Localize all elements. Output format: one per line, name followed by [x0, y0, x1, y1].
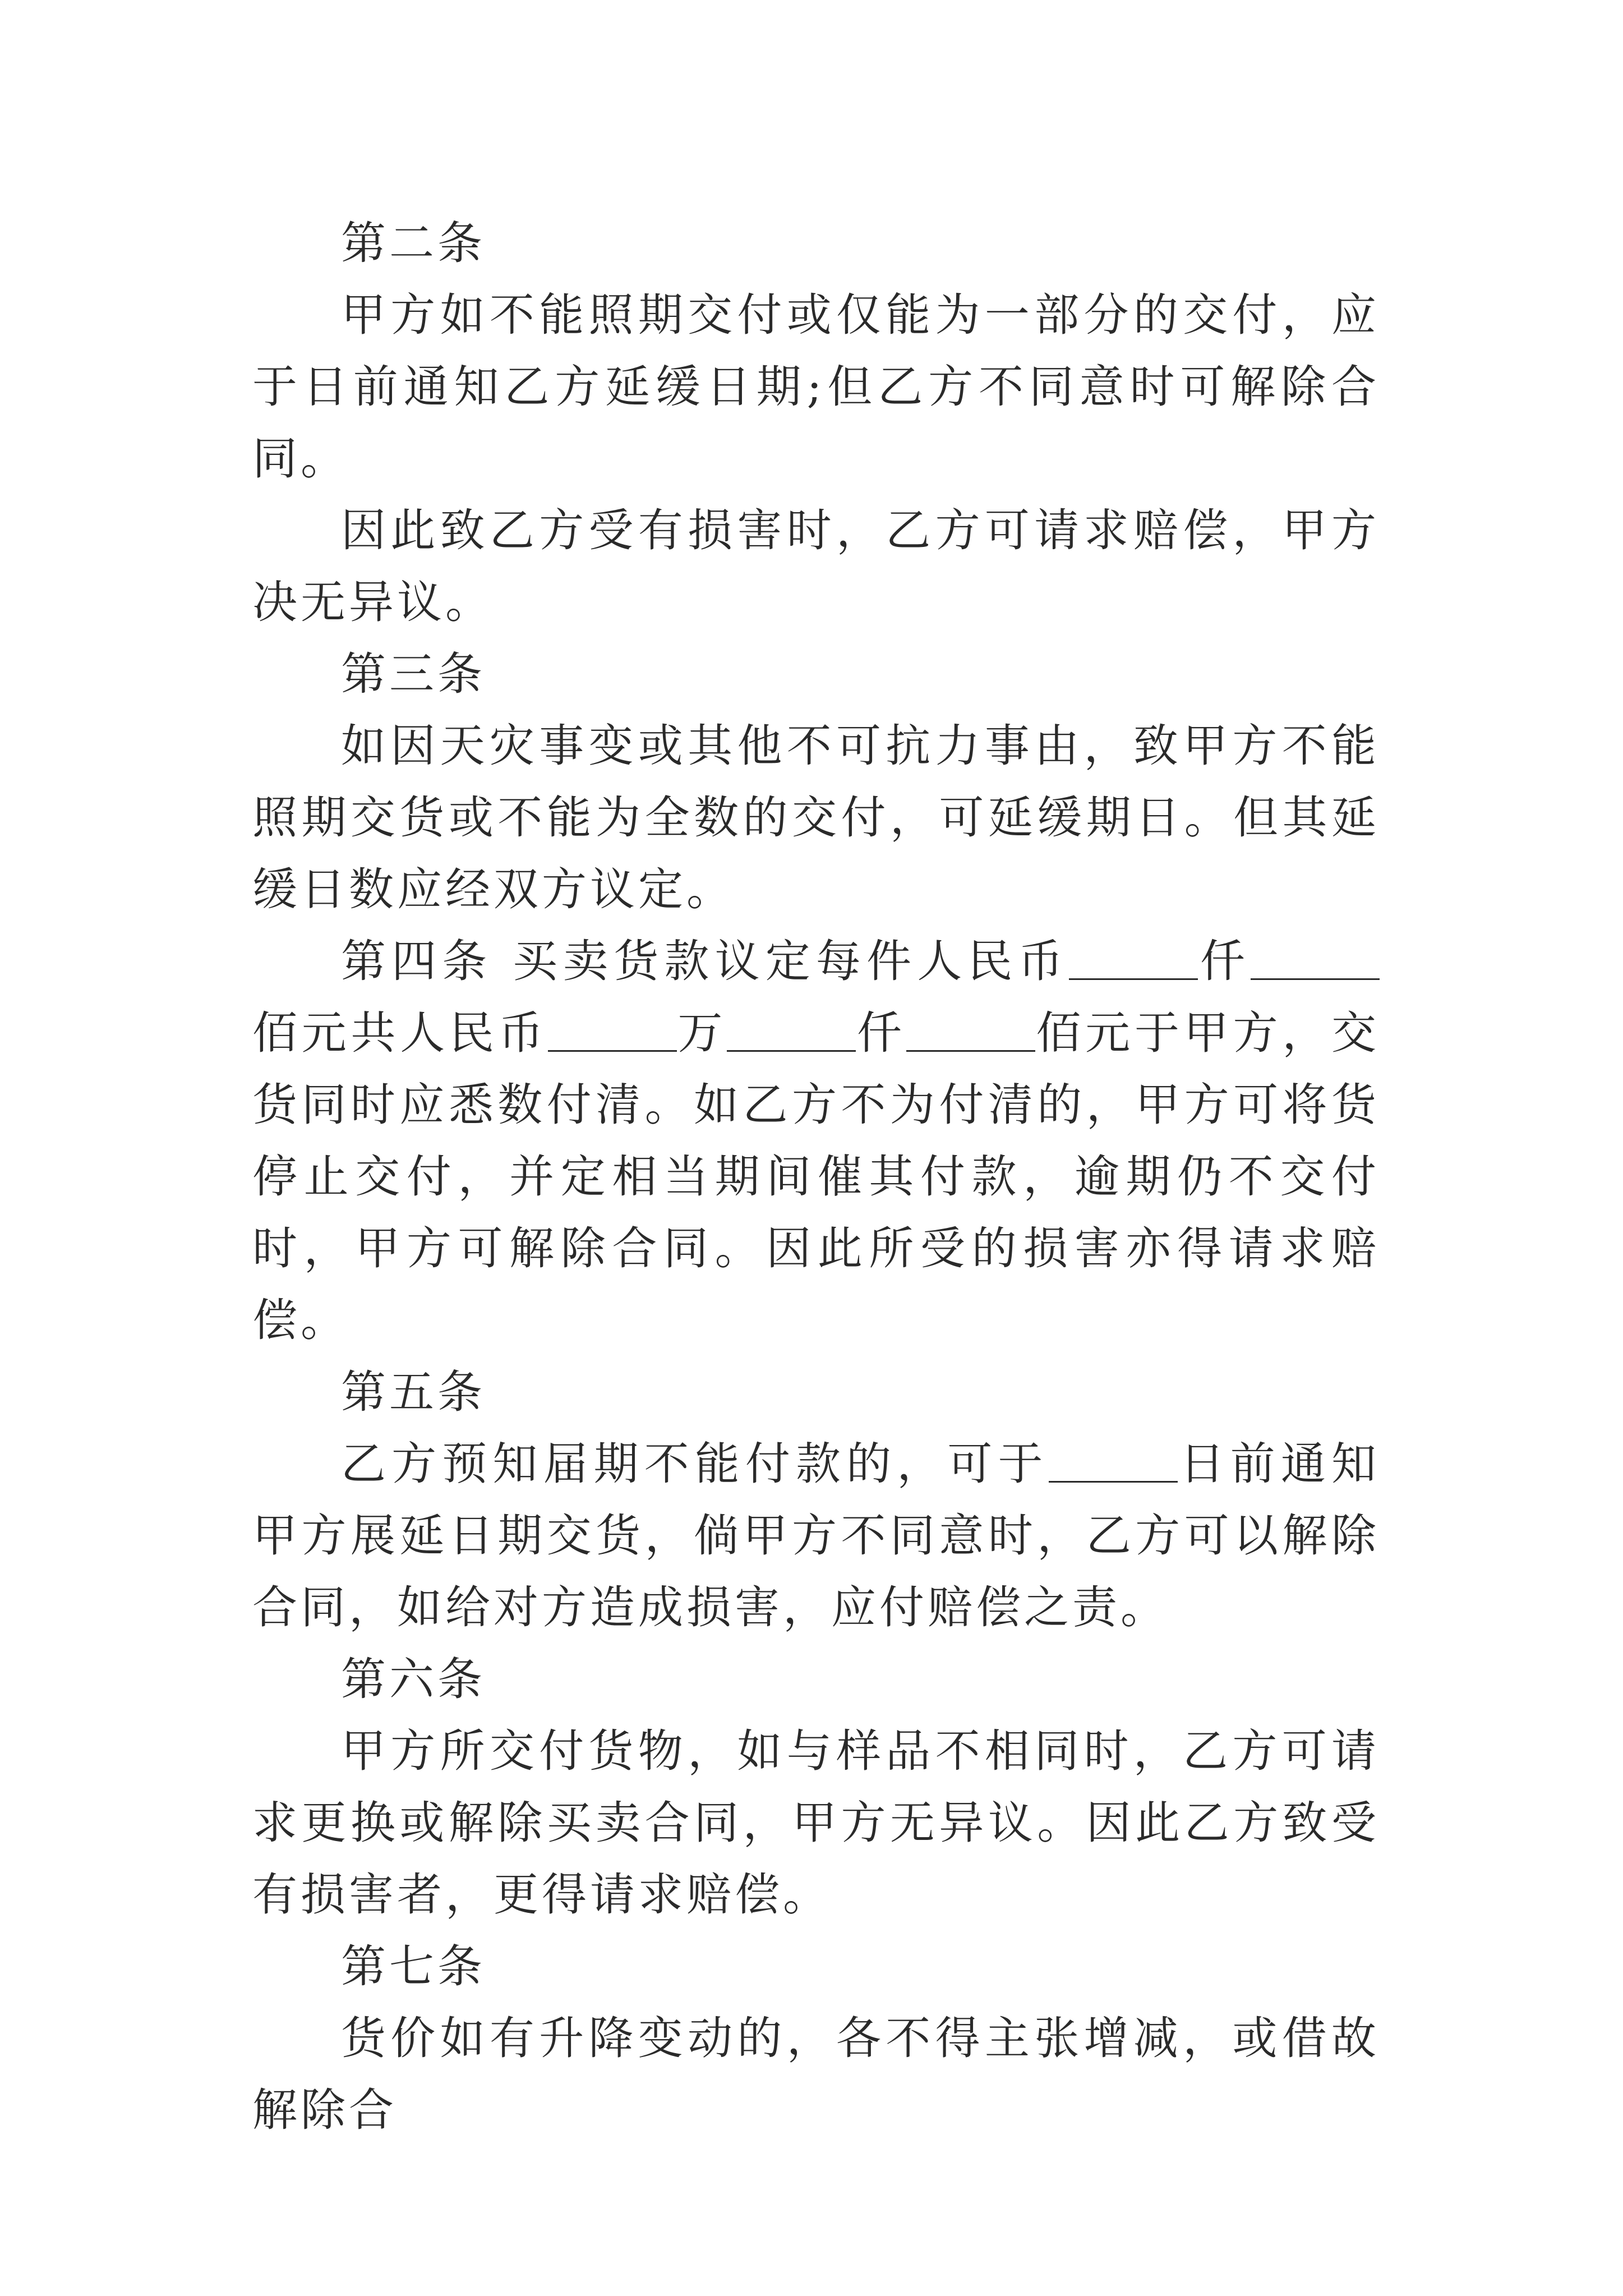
article-4-text-5: 仟 [856, 1007, 906, 1059]
blank-field-notice-days[interactable] [1049, 1436, 1178, 1483]
article-2-heading: 第二条 [341, 217, 486, 269]
blank-field-total-thousands[interactable] [727, 1005, 856, 1052]
article-7-paragraph: 货价如有升降变动的，各不得主张增减，或借故解除合 [252, 2012, 1380, 2136]
article-2-paragraph-1: 甲方如不能照期交付或仅能为一部分的交付，应于日前通知乙方延缓日期;但乙方不同意时可解除合同。 [252, 289, 1380, 485]
article-2-paragraph-2: 因此致乙方受有损害时，乙方可请求赔偿，甲方决无异议。 [252, 504, 1380, 628]
article-7-heading: 第七条 [341, 1940, 486, 1993]
article-3-heading: 第三条 [341, 648, 486, 700]
article-6-paragraph: 甲方所交付货物，如与样品不相同时，乙方可请求更换或解除买卖合同，甲方无异议。因此乙方致受有损害者，更得请求赔偿。 [252, 1725, 1380, 1921]
blank-field-total-ten-thousands[interactable] [548, 1005, 677, 1052]
article-6-heading: 第六条 [341, 1653, 486, 1705]
article-4-text-6: 佰元于甲方，交货同时应悉数付清。如乙方不为付清的，甲方可将货停止交付，并定相当期间催其付款，逾期仍不交付时，甲方可解除合同。因此所受的损害亦得请求赔偿。 [252, 1007, 1380, 1346]
article-4-text-4: 万 [676, 1007, 727, 1059]
blank-field-price-hundreds[interactable] [1251, 933, 1380, 980]
article-4-text-1: 第四条 买卖货款议定每件人民币 [341, 935, 1069, 987]
article-5-heading: 第五条 [341, 1366, 486, 1418]
article-4-text-2: 仟 [1197, 935, 1251, 987]
document-page [252, 208, 1380, 2146]
article-3-paragraph: 如因天灾事变或其他不可抗力事由，致甲方不能照期交货或不能为全数的交付，可延缓期日。但其延缓日数应经双方议定。 [252, 720, 1380, 915]
blank-field-price-thousands[interactable] [1069, 933, 1198, 980]
article-5-text-2: 日前通知甲方展延日期交货，倘甲方不同意时，乙方可以解除合同，如给对方造成损害，应付赔偿之责。 [252, 1438, 1380, 1634]
article-4-text-3: 佰元共人民币 [252, 1007, 548, 1059]
article-4-paragraph [252, 926, 1380, 1356]
blank-field-total-hundreds[interactable] [906, 1005, 1035, 1052]
article-5-text-1: 乙方预知届期不能付款的，可于 [341, 1438, 1049, 1490]
article-5-paragraph [252, 1428, 1380, 1644]
